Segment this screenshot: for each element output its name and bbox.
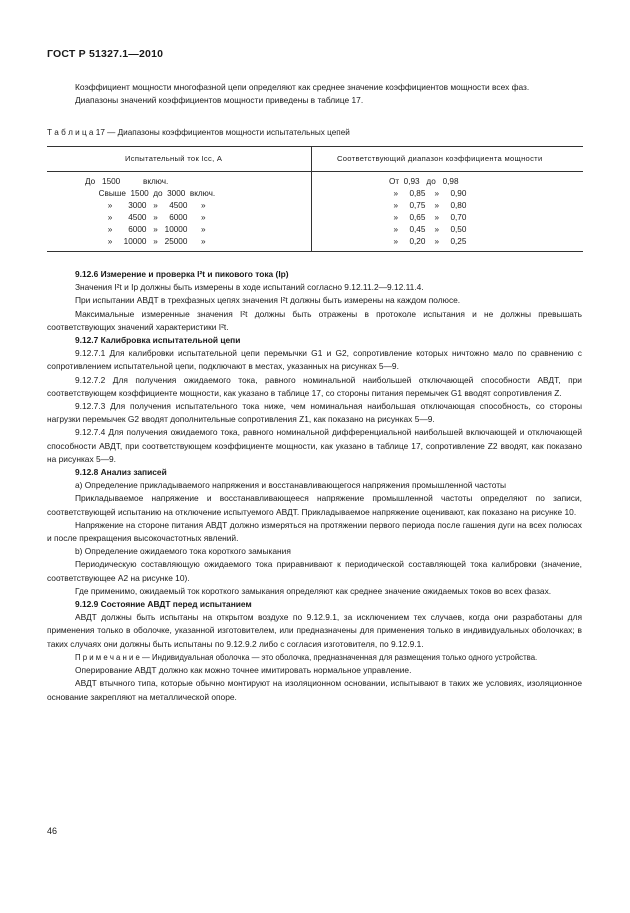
table-cell: » 0,45 » 0,50 [389,225,467,234]
paragraph: Где применимо, ожидаемый ток короткого замыкания определяют как среднее значение ожидаемых токов во всех фазах. [75,585,552,596]
table-cell: » 0,75 » 0,80 [389,201,467,210]
paragraph: АВДТ втычного типа, которые обычно монтируют на изоляционном основании, испытывают в таких же условиях, изоляционное основание закрепляют на металлической опоре. [47,678,582,702]
paragraph: Напряжение на стороне питания АВДТ должно измеряться на протяжении первого периода после гашения дуги на всех полюсах и после прекращения высокочастотных явлений. [47,519,582,544]
body-text [47,268,582,704]
intro-paragraph-2: Диапазоны значений коэффициентов мощности приведены в таблице 17. [75,95,364,106]
table-caption-prefix: Т а б л и ц а 17 [47,128,105,137]
paragraph: Прикладываемое напряжение и восстанавливающееся напряжение промышленной частоты определяют по записи, соответствующей испытанию на отключение испытуемого АВДТ. Прикладываемое напряжение оценивают, как показано на рисунке 10. [47,493,582,517]
table-cell: » 4500 » 6000 » [85,213,206,222]
paragraph: а) Определение прикладываемого напряжения и восстанавливающегося напряжения промышленной частоты [75,480,507,491]
paragraph: 9.12.7.1 Для калибровки испытательной цепи перемычки G1 и G2, сопротивление которых ничтожно мало по сравнению с сопротивлением испытательной цепи, подключают в местах, указанных на рисунках 5—9. [47,348,582,372]
table-cell: » 10000 » 25000 » [85,237,206,246]
table-caption-text: — Диапазоны коэффициентов мощности испытательных цепей [104,128,350,137]
table-cell: » 0,65 » 0,70 [389,213,467,222]
intro-block [47,81,582,107]
table-col2-values [389,176,466,248]
page-number: 46 [47,826,58,836]
table-cell: До 1500 включ. [85,177,169,186]
paragraph: При испытании АВДТ в трехфазных цепях значения I²t должны быть измерены на каждом полюсе. [75,295,461,306]
table-cell: Свыше 1500 до 3000 включ. [85,189,216,198]
paragraph: 9.12.7.4 Для получения ожидаемого тока, равного номинальной дифференциальной наибольшей включающей и отключающей способности АВДТ, при соответствующем коэффициенте мощности, как указано в таблице 17, сопротивление Z2 вводят, как показано на рисунках 5—9. [47,427,582,464]
table-cell: » 3000 » 4500 » [85,201,206,210]
table-col1-values [85,176,215,248]
note: П р и м е ч а н и е — Индивидуальная оболочка — это оболочка, предназначенная для размещения только одного устройства. [75,652,538,662]
paragraph: АВДТ должны быть испытаны на открытом воздухе по 9.12.9.1, за исключением тех случаев, когда они разработаны для применения только в оболочке, указанной изготовителем, или предназначены для применения только в индивидуальных оболочках; в таких случаях они должны быть испытаны по 9.12.9.2 либо с согласия изготовителя, по 9.12.9.1. [47,612,582,649]
paragraph: 9.12.7.3 Для получения испытательного тока ниже, чем номинальная наибольшая отключающая способность, со стороны нагрузки перемычек G2 вводят дополнительные сопротивления Z1, как показано на рисунках 5—9. [47,401,582,425]
paragraph: Оперирование АВДТ должно как можно точнее имитировать нормальное управление. [75,665,412,676]
paragraph: Значения I²t и Iр должны быть измерены в ходе испытаний согласно 9.12.11.2—9.12.11.4. [75,282,424,293]
table-caption [47,128,350,137]
paragraph: Периодическую составляющую ожидаемого тока приравнивают к периодической составляющей тока калибровки (значение, соответствующее A2 на рисунке 10). [47,559,582,583]
paragraph: 9.12.7.2 Для получения ожидаемого тока, равного номинальной наибольшей отключающей способности АВДТ, при соответствующем коэффициенте мощности, как указано в таблице 17, со стороны питания перемычек G1 вводят сопротивления Z. [47,374,582,398]
intro-paragraph-1: Коэффициент мощности многофазной цепи определяют как среднее значение коэффициентов мощности всех фаз. [75,82,530,92]
paragraph: b) Определение ожидаемого тока короткого замыкания [75,546,291,557]
table-cell: » 0,85 » 0,90 [389,189,467,198]
document-header: ГОСТ Р 51327.1—2010 [47,48,164,60]
table-cell: » 0,20 » 0,25 [389,237,467,246]
section-9-12-9-title: 9.12.9 Состояние АВДТ перед испытанием [75,599,252,610]
table-cell: » 6000 » 10000 » [85,225,206,234]
table-cell: От 0,93 до 0,98 [389,177,459,186]
paragraph: Максимальные измеренные значения I²t должны быть отражены в протоколе испытания и не должны превышать соответствующих значений характеристики I²t. [47,308,582,332]
section-9-12-7-title: 9.12.7 Калибровка испытательной цепи [75,335,241,346]
section-9-12-6-title: 9.12.6 Измерение и проверка I²t и пикового тока (Iр) [75,269,289,279]
section-9-12-8-title: 9.12.8 Анализ записей [75,467,167,478]
table-col2-header: Соответствующий диапазон коэффициента мощности [337,154,543,163]
table-col1-header: Испытательный ток Iсс, А [125,154,223,163]
power-factor-table [47,146,583,252]
